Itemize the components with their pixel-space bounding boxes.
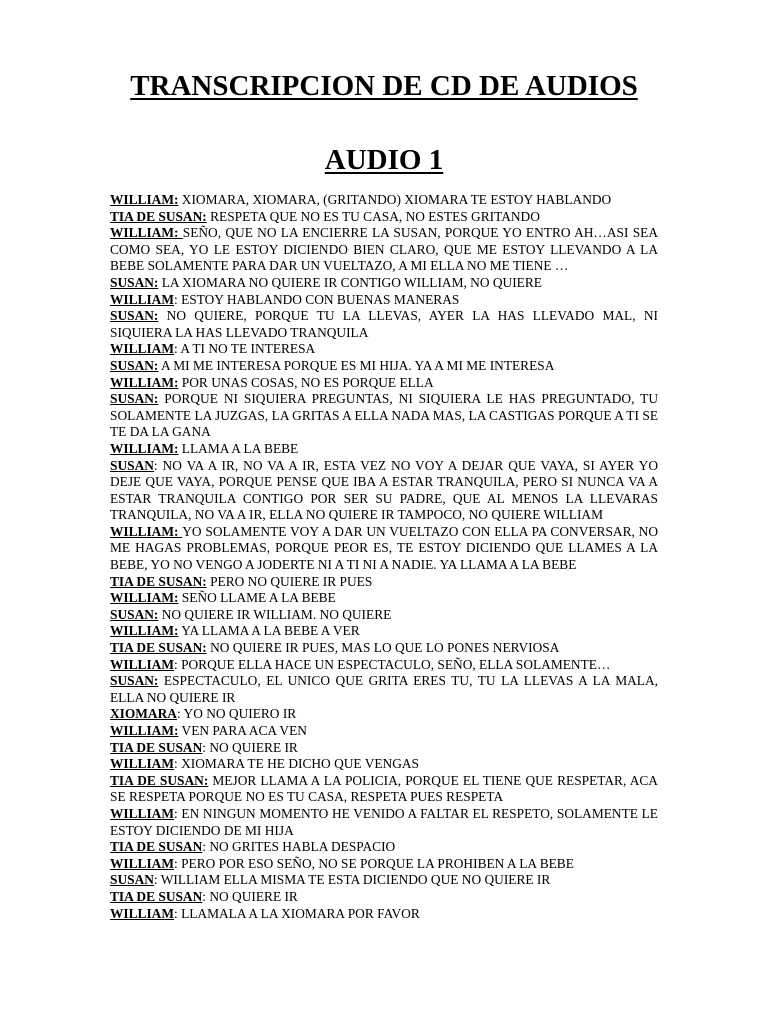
transcript-line [110,806,658,839]
dialogue-text: MEJOR LLAMA A LA POLICIA, PORQUE EL TIENE QUE RESPETAR, ACA SE RESPETA PORQUE NO ES TU CASA, RESPETA PUES RESPETA [110,772,658,805]
transcript-line [110,375,658,392]
dialogue-text: : LLAMALA A LA XIOMARA POR FAVOR [174,905,420,921]
transcript-line [110,574,658,591]
speaker-label: TIA DE SUSAN: [110,208,207,224]
transcript-line [110,524,658,574]
speaker-label: SUSAN [110,457,154,473]
transcript-line [110,856,658,873]
dialogue-text: YO SOLAMENTE VOY A DAR UN VUELTAZO CON ELLA PA CONVERSAR, NO ME HAGAS PROBLEMAS, PORQUE PEOR ES, TE ESTOY DICIENDO QUE LLAMES A LA BEBE, YO NO VENGO A JODERTE NI A TI NI A NADIE. YA LLAMA A LA BEBE [110,523,659,573]
speaker-label: SUSAN [110,872,154,888]
speaker-label: TIA DE SUSAN [110,739,203,755]
dialogue-text: : NO QUIERE IR [202,888,298,904]
dialogue-text: NO QUIERE IR WILLIAM. NO QUIERE [158,606,392,622]
speaker-label: SUSAN: [110,606,159,622]
dialogue-text: ESPECTACULO, EL UNICO QUE GRITA ERES TU, TU LA LLEVAS A LA MALA, ELLA NO QUIERE IR [110,673,658,705]
dialogue-text: : YO NO QUIERO IR [176,706,297,722]
dialogue-text: : ESTOY HABLANDO CON BUENAS MANERAS [174,291,460,307]
transcript-line [110,872,658,889]
speaker-label: TIA DE SUSAN: [110,573,207,589]
dialogue-text: RESPETA QUE NO ES TU CASA, NO ESTES GRITANDO [206,208,540,224]
transcript-line [110,673,658,706]
transcript-line [110,723,658,740]
speaker-label: SUSAN: [110,308,159,324]
transcript-line [110,192,658,209]
speaker-label: WILLIAM: [110,623,179,639]
transcript-line [110,341,658,358]
speaker-label: WILLIAM: [110,440,179,456]
speaker-label: WILLIAM: [110,590,179,606]
speaker-label: SUSAN: [110,673,159,689]
speaker-label: WILLIAM: [110,374,179,390]
dialogue-text: PERO NO QUIERE IR PUES [206,573,373,589]
dialogue-text: : NO GRITES HABLA DESPACIO [202,839,396,855]
dialogue-text: SEÑO LLAME A LA BEBE [178,590,336,606]
transcript-line [110,458,658,524]
speaker-label: WILLIAM [110,805,174,821]
transcript-line [110,209,658,226]
dialogue-text: XIOMARA, XIOMARA, (GRITANDO) XIOMARA TE ESTOY HABLANDO [178,192,612,207]
transcript-line [110,623,658,640]
speaker-label: SUSAN: [110,274,159,290]
transcript-line [110,706,658,723]
dialogue-text: : NO VA A IR, NO VA A IR, ESTA VEZ NO VOY A DEJAR QUE VAYA, SI AYER YO DEJE QUE VAYA, PORQUE PENSE QUE IBA A ESTAR TRANQUILA, PERO SI NUNCA VA A ESTAR TRANQUILA CONTIGO POR SER SU PADRE, QUE AL MENOS LA LLEVARAS TRANQUILA, NO VA A IR, ELLA NO QUIERE IR TAMPOCO, NO QUIERE WILLIAM [110,457,658,523]
speaker-label: SUSAN: [110,391,159,407]
dialogue-text: : PORQUE ELLA HACE UN ESPECTACULO, SEÑO, ELLA SOLAMENTE… [174,656,611,672]
speaker-label: XIOMARA [110,706,177,722]
speaker-label: TIA DE SUSAN: [110,772,209,788]
speaker-label: WILLIAM: [110,225,183,241]
transcript-body [110,192,658,922]
transcript-line [110,839,658,856]
speaker-label: WILLIAM [110,341,174,357]
dialogue-text: : A TI NO TE INTERESA [174,341,316,357]
transcript-line [110,590,658,607]
dialogue-text: LLAMA A LA BEBE [178,440,299,456]
speaker-label: WILLIAM [110,291,174,307]
transcript-line [110,889,658,906]
transcript-line [110,275,658,292]
transcript-line [110,773,658,806]
dialogue-text: NO QUIERE IR PUES, MAS LO QUE LO PONES NERVIOSA [206,640,560,656]
transcript-line [110,391,658,441]
dialogue-text: PORQUE NI SIQUIERA PREGUNTAS, NI SIQUIERA LE HAS PREGUNTADO, TU SOLAMENTE LA JUZGAS, LA GRITAS A ELLA NADA MAS, LA CASTIGAS PORQUE A TI SE TE DA LA GANA [110,391,658,440]
transcript-line [110,441,658,458]
transcript-line [110,740,658,757]
dialogue-text: : PERO POR ESO SEÑO, NO SE PORQUE LA PROHIBEN A LA BEBE [174,855,574,871]
speaker-label: TIA DE SUSAN [110,888,203,904]
dialogue-text: LA XIOMARA NO QUIERE IR CONTIGO WILLIAM, NO QUIERE [158,274,542,290]
transcript-line [110,756,658,773]
speaker-label: WILLIAM [110,855,174,871]
speaker-label: WILLIAM [110,905,174,921]
dialogue-text: NO QUIERE, PORQUE TU LA LLEVAS, AYER LA HAS LLEVADO MAL, NI SIQUIERA LA HAS LLEVADO TRANQUILA [110,308,658,340]
speaker-label: WILLIAM: [110,723,179,738]
speaker-label: TIA DE SUSAN [110,839,203,855]
dialogue-text: : NO QUIERE IR [202,739,298,755]
dialogue-text: VEN PARA ACA VEN [178,723,307,738]
speaker-label: WILLIAM: [110,523,183,539]
dialogue-text: : WILLIAM ELLA MISMA TE ESTA DICIENDO QUE NO QUIERE IR [153,872,551,888]
dialogue-text: YA LLAMA A LA BEBE A VER [178,623,360,639]
dialogue-text: : EN NINGUN MOMENTO HE VENIDO A FALTAR EL RESPETO, SOLAMENTE LE ESTOY DICIENDO DE MI HIJA [110,805,658,838]
speaker-label: WILLIAM [110,756,174,772]
dialogue-text: : XIOMARA TE HE DICHO QUE VENGAS [174,756,419,772]
transcript-line [110,358,658,375]
transcript-line [110,906,658,923]
speaker-label: WILLIAM [110,656,174,672]
speaker-label: WILLIAM: [110,192,179,207]
document-title: TRANSCRIPCION DE CD DE AUDIOS [130,70,638,102]
transcript-line [110,657,658,674]
transcript-line [110,640,658,657]
speaker-label: TIA DE SUSAN: [110,640,207,656]
speaker-label: SUSAN: [110,357,159,373]
transcript-line [110,607,658,624]
transcript-line [110,225,658,275]
document-subtitle: AUDIO 1 [324,144,444,176]
dialogue-text: A MI ME INTERESA PORQUE ES MI HIJA. YA A MI ME INTERESA [158,357,555,373]
transcript-line [110,308,658,341]
dialogue-text: POR UNAS COSAS, NO ES PORQUE ELLA [178,374,434,390]
transcript-line [110,292,658,309]
dialogue-text: SEÑO, QUE NO LA ENCIERRE LA SUSAN, PORQUE YO ENTRO AH…ASI SEA COMO SEA, YO LE ESTOY DICIENDO BIEN CLARO, QUE ME ESTOY LLEVANDO A LA BEBE SOLAMENTE PARA DAR UN VUELTAZO, A MI ELLA NO ME TIENE … [110,225,658,274]
